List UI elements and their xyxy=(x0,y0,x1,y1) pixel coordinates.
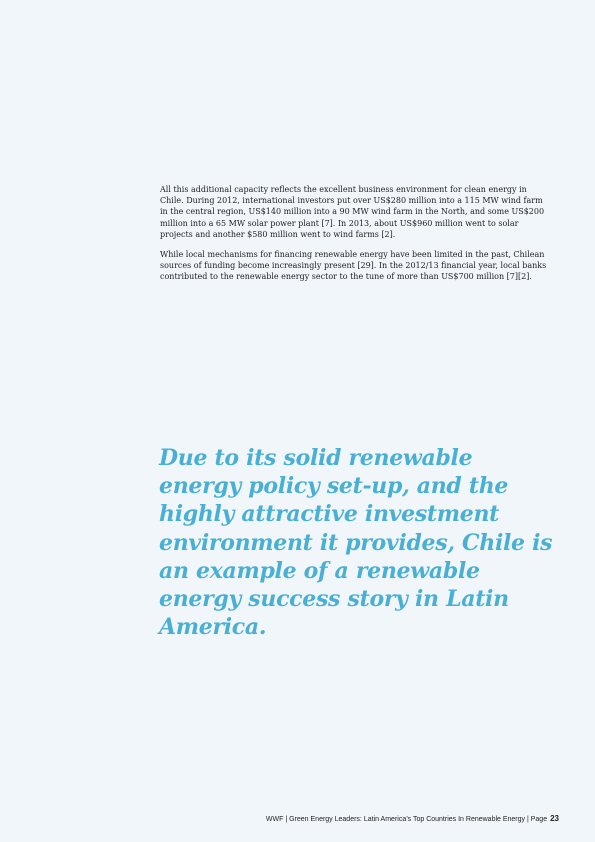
paragraph-local-funding: While local mechanisms for financing renewable energy have been limited in the past, Chilean sources of funding become increasingly present [29]. In the 2012/13 financial year, local banks contributed to the renewable energy sector to the tune of more than US$700 million [7][2]. xyxy=(160,250,547,282)
footer-text: WWF | Green Energy Leaders: Latin America’s Top Countries In Renewable Energy | Page xyxy=(265,816,548,823)
paragraph-investment: All this additional capacity reflects the excellent business environment for clean energy in Chile. During 2012, international investors put over US$280 million into a 115 MW wind farm in the central region, US$140 million into a 90 MW wind farm in the North, and some US$200 million into a 65 MW solar power plant [7]. In 2013, about US$960 million went to solar projects and another $580 million went to wind farms [2]. xyxy=(160,185,545,239)
pull-quote: Due to its solid renewable energy policy set-up, and the highly attractive investment environment it provides, Chile is an example of a renewable energy success story in Latin America. xyxy=(159,445,553,641)
page-number: 23 xyxy=(550,814,559,823)
body-text xyxy=(160,184,550,292)
page-footer xyxy=(266,814,559,823)
